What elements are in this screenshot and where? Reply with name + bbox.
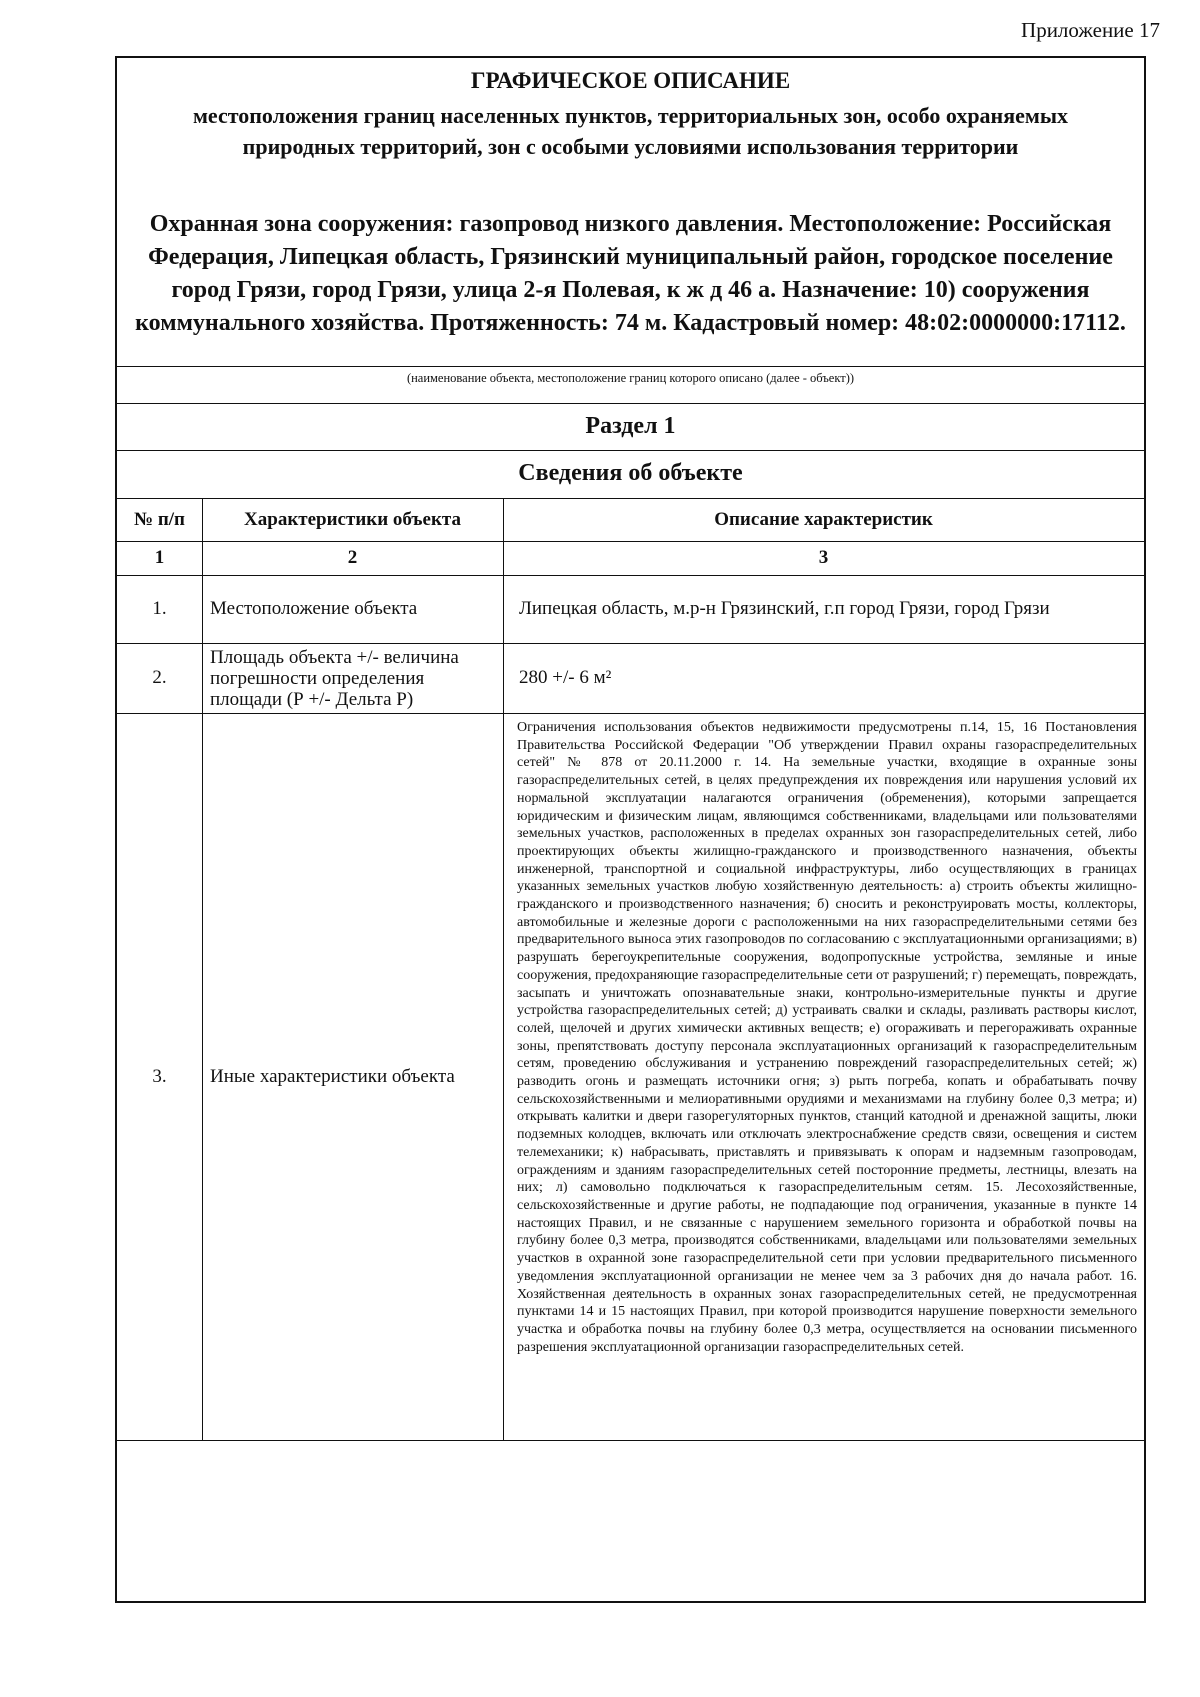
divider — [117, 366, 1144, 367]
document-subtitle: местоположения границ населенных пунктов, территориальных зон, особо охраняемых природных территорий, зон с особыми условиями использования территории — [192, 103, 1069, 159]
object-name: Охранная зона сооружения: газопровод низкого давления. Местоположение: Российская Федерация, Липецкая область, Грязинский муниципальный район, городское поселение город Грязи, город Грязи, улица 2-я Полевая, к ж д 46 а. Назначение: 10) сооружения коммунального хозяйства. Протяженность: 74 м. Кадастровый номер: 48:02:0000000:17112. — [135, 211, 1126, 336]
object-caption: (наименование объекта, местоположение границ которого описано (далее - объект)) — [406, 371, 855, 385]
row-number: 2. — [152, 667, 167, 688]
appendix-label: Приложение 17 — [1021, 18, 1160, 42]
column-divider — [202, 498, 203, 1440]
row-description: 280 +/- 6 м² — [519, 667, 612, 688]
row-description: Липецкая область, м.р-н Грязинский, г.п город Грязи, город Грязи — [519, 598, 1050, 619]
document-frame — [115, 56, 1146, 1603]
header-cell-characteristic: Характеристики объекта — [244, 508, 461, 530]
section-subtitle: Сведения об объекте — [518, 460, 743, 486]
row-characteristic: Площадь объекта +/- величина погрешности определения площади (Р +/- Дельта Р) — [210, 646, 459, 710]
document-title: ГРАФИЧЕСКОЕ ОПИСАНИЕ — [470, 68, 791, 93]
column-number: 1 — [154, 547, 165, 568]
header-cell-description: Описание характеристик — [714, 508, 933, 530]
row-number: 3. — [152, 1065, 167, 1087]
divider — [117, 403, 1144, 404]
column-divider — [503, 498, 504, 1440]
section-title: Раздел 1 — [585, 413, 676, 439]
column-number: 3 — [818, 547, 829, 568]
row-characteristic: Иные характеристики объекта — [210, 1065, 455, 1087]
row-number: 1. — [152, 598, 167, 619]
column-number: 2 — [347, 547, 358, 568]
divider — [117, 450, 1144, 451]
row-characteristic: Местоположение объекта — [210, 598, 418, 619]
header-cell-num: № п/п — [133, 508, 186, 530]
table-bottom-border — [117, 1440, 1144, 1441]
row-description: Ограничения использования объектов недвижимости предусмотрены п.14, 15, 16 Постановления Правительства Российской Федерации "Об утверждении Правил охраны газораспределительных сетей" № 878 от 20.11.2000 г. 14. На земельные участки, входящие в охранные зоны газораспределительных сетей, в целях предупреждения их повреждения или нарушения условий их нормальной эксплуатации налагаются ограничения (обременения), которыми запрещается юридическим и физическим лицам, являющимся собственниками, владельцами или пользователями земельных участков, расположенных в пределах охранных зон газораспределительных сетей, либо проектирующих объекты жилищно-гражданского и производственного назначения, объекты инженерной, транспортной и социальной инфраструктуры, либо осуществляющих в границах указанных земельных участков любую хозяйственную деятельность: а) строить объекты жилищно-гражданского и производственного назначения; б) сносить и реконструировать мосты, коллекторы, автомобильные и железные дороги с расположенными на них газораспределительными сетями без предварительного выноса этих газопроводов по согласованию с эксплуатационными организациями; в) разрушать берегоукрепительные сооружения, водопропускные устройства, земляные и иные сооружения, предохраняющие газораспределительные сети от разрушений; г) перемещать, повреждать, засыпать и уничтожать опознавательные знаки, контрольно-измерительные пункты и другие устройства газораспределительных сетей; д) устраивать свалки и склады, разливать растворы кислот, солей, щелочей и других химически активных веществ; е) огораживать и перегораживать охранные зоны, препятствовать доступу персонала эксплуатационных организаций к газораспределительным сетям, проведению обслуживания и устранению повреждений газораспределительных сетей; ж) разводить огонь и размещать источники огня; з) рыть погреба, копать и обрабатывать почву сельскохозяйственными и мелиоративными орудиями и механизмами на глубину более 0,3 метра; и) открывать калитки и двери газорегуляторных пунктов, станций катодной и дренажной защиты, люки подземных колодцев, включать или отключать электроснабжение средств связи, освещения и систем телемеханики; к) набрасывать, приставлять и привязывать к опорам и надземным газопроводам, ограждениям и зданиям газораспределительных сетей посторонние предметы, лестницы, влезать на них; л) самовольно подключаться к газораспределительным сетям. 15. Лесохозяйственные, сельскохозяйственные и другие работы, не подпадающие под ограничения, указанные в пункте 14 настоящих Правил, и не связанные с нарушением земельного горизонта и обработкой почвы на глубину более 0,3 метра, производятся собственниками, владельцами или пользователями земельных участков в охранной зоне газораспределительной сети при условии предварительного письменного уведомления эксплуатационной организации не менее чем за 3 рабочих дня до начала работ. 16. Хозяйственная деятельность в охранных зонах газораспределительных сетей, не предусмотренная пунктами 14 и 15 настоящих Правил, при которой производится нарушение поверхности земельного участка и обработка почвы на глубину более 0,3 метра, осуществляется на основании письменного разрешения эксплуатационной организации газораспределительных сетей. — [517, 720, 1137, 1355]
